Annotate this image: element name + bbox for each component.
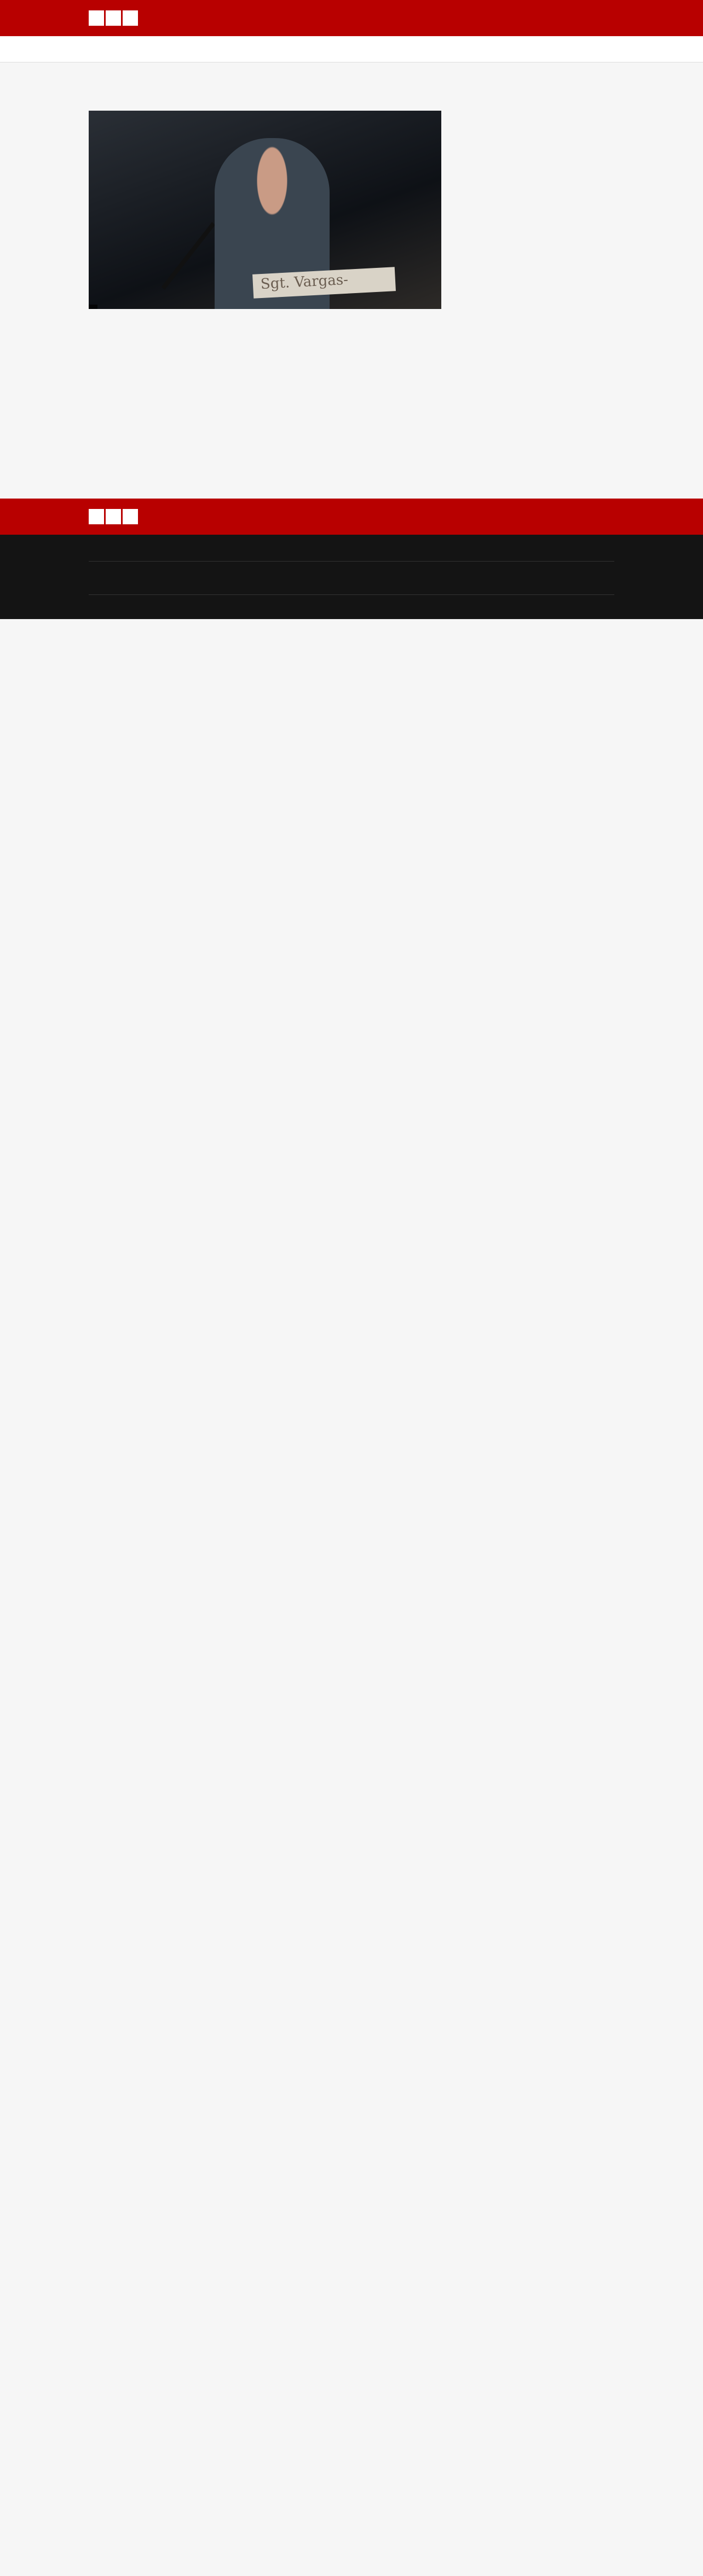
site-footer [0,499,703,619]
brand-name[interactable] [142,10,146,26]
footer-brand-name[interactable] [142,508,146,525]
logo-letter [89,10,104,26]
logo-letter [123,509,138,524]
footer-links [89,562,614,583]
bbc-logo[interactable] [89,10,138,26]
logo-letter [89,509,104,524]
image-credit [89,305,97,309]
copyright [89,594,614,603]
main-nav [0,36,703,62]
footer-bbc-logo[interactable] [89,509,138,524]
hero-image [89,111,441,309]
site-header [0,0,703,36]
sidebar [461,90,614,405]
microphone-shape [162,222,216,289]
article-main [89,90,441,405]
logo-letter [106,10,121,26]
name-plate: Sgt. Vargas- [252,267,396,299]
logo-letter [106,509,121,524]
trust-link[interactable] [89,535,614,562]
logo-letter [123,10,138,26]
